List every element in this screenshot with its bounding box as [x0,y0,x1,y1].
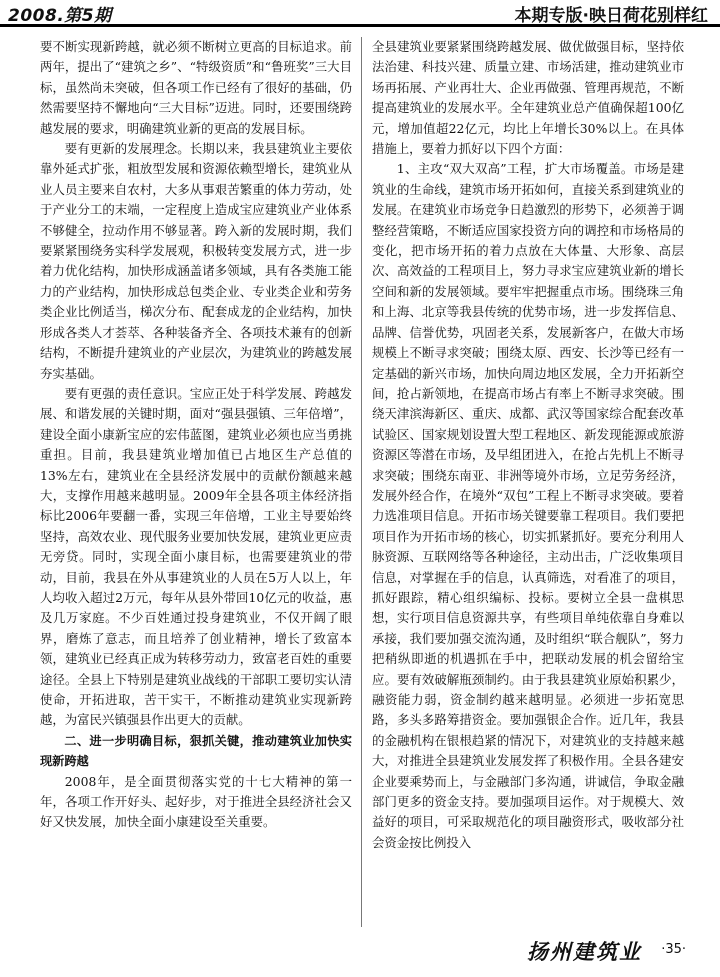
magazine-brand: 扬州建筑业 [527,939,642,964]
section-heading-2: 二、进一步明确目标，狠抓关键，推动建筑业加快实现新跨越 [40,733,352,769]
issue-label: 2008.第5期 [8,6,112,26]
column-divider [361,37,362,927]
page-footer [0,930,720,970]
paragraph-continued: 要不断实现新跨越，就必须不断树立更高的目标追求。前两年，提出了“建筑之乡”、“特级资质”和“鲁班奖”三大目标，虽然尚未突破，但各项工作已经有了很好的基础，仍然需要坚持不懈地向“三大目标”迈进。同时，还要围绕跨越发展的要求，明确建筑业新的更高的发展目标。 [40,39,352,136]
paragraph-development-concept: 要有更新的发展理念。长期以来，我县建筑业主要依靠外延式扩张，粗放型发展和资源依赖型增长，建筑业从业人员主要来自农村，大多从事艰苦繁重的体力劳动，处于产业分工的末端，一定程度上造成宝应建筑业产业体系不够健全，拉动作用不够显著。跨入新的发展时期，我们要紧紧围绕务实科学发展观，积极转变发展方式，进一步着力优化结构，加快形成涵盖诸多领域，具有各类施工能力的产业结构，加快形成总包类企业、专业类企业和劳务类企业比例适当，梯次分布、配套成龙的企业结构，加快形成各类人才荟萃、各种装备齐全、各项技术兼有的创新结构，不断提升建筑业的产业层次，为建筑业的跨越发展夯实基础。 [40,141,352,381]
paragraph-market-expansion: 1、主攻“双大双高”工程，扩大市场覆盖。市场是建筑业的生命线，建筑市场开拓如何，直接关系到建筑业的发展。在建筑业市场竞争日趋激烈的形势下，必须善于调整经营策略，不断适应国家投资方向的调控和市场格局的变化，把市场开拓的着力点放在大体量、大形象、高层次、高效益的工程项目上，努力寻求宝应建筑业新的增长空间和新的发展领域。要牢牢把握重点市场。围绕珠三角和上海、北京等我县传统的优势市场，进一步发挥信息、品牌、信誉优势，巩固老关系，发展新客户，在做大市场规模上不断寻求突破；围绕太原、西安、长沙等已经有一定基础的新兴市场，加快向周边地区发展，全力开拓新空间，抢占新领地，在提高市场占有率上不断寻求突破。围绕天津滨海新区、重庆、成都、武汉等国家综合配套改革试验区、国家规划设置大型工程地区、新发现能源或旅游资源区等潜在市场，及早组团进入，在抢占先机上不断寻求突破；围绕东南亚、非洲等境外市场，立足劳务经济，发展外经合作，在境外“双包”工程上不断寻求突破。要着力选准项目信息。开拓市场关键要靠工程项目。我们要把项目作为开拓市场的核心，切实抓紧抓好。要充分利用人脉资源、互联网络等各种途径，主动出击，广泛收集项目信息，对掌握在手的信息，认真筛选，对看准了的项目，抓好跟踪，精心组织编标、投标。要树立全县一盘棋思想，实行项目信息资源共享，有些项目单纯依靠自身难以承接，我们要加强交流沟通，及时组织“联合舰队”，努力把稍纵即逝的机遇抓在手中，把联动发展的机会留给宝应。要有效破解瓶颈制约。由于我县建筑业原始积累少，融资能力弱，资金制约越来越明显。必须进一步拓宽思路，多头多路筹措资金。要加强银企合作。近几年，我县的金融机构在银根趋紧的情况下，对建筑业的支持越来越大，对推进全县建筑业发展发挥了积极作用。全县各建安企业要乘势而上，与金融部门多沟通，讲诚信，争取金融部门更多的资金支持。要加强项目运作。对于规模大、效益好的项目，可采取规范化的项目融资形式，吸收部分社会资金按比例投入 [372,161,684,850]
right-column [372,37,684,853]
paragraph-2008: 2008年，是全面贯彻落实党的十七大精神的第一年，各项工作开好头、起好步，对于推进全县经济社会又好又快发展，加快全面小康建设至关重要。 [40,773,352,830]
left-column [40,37,352,833]
column-title: 本期专版·映日荷花别样红 [514,6,708,26]
page-header [0,0,720,27]
paragraph-goals: 全县建筑业要紧紧围绕跨越发展、做优做强目标，坚持依法治建、科技兴建、质量立建、市场活建，推动建筑业市场再拓展、产业再壮大、企业再做强、管理再规范，不断提高建筑业的发展水平。全年建筑业总产值确保超100亿元，增加值超22亿元，均比上年增长30%以上。在具体措施上，要着力抓好以下四个方面： [372,39,684,157]
paragraph-responsibility: 要有更强的责任意识。宝应正处于科学发展、跨越发展、和谐发展的关键时期，面对“强县强镇、三年倍增”，建设全面小康新宝应的宏伟蓝图，建筑业必须也应当勇挑重担。目前，我县建筑业增加值已占地区生产总值的13%左右，建筑业在全县经济发展中的贡献份额越来越大，支撑作用越来越明显。2009年全县各项主体经济指标比2006年要翻一番，实现三年倍增，工业主导要始终坚持，高效农业、现代服务业要加快发展，建筑业更应责无旁贷。同时，实现全面小康目标，也需要建筑业的带动，目前，我县在外从事建筑业的人员在5万人以上，年人均收入超过2万元，每年从县外带回10亿元的收益，惠及几万家庭。不少百姓通过投身建筑业，不仅开阔了眼界，磨炼了意志，而且培养了创业精神，增长了致富本领，建筑业已经真正成为转移劳动力，致富老百姓的重要途径。全县上下特别是建筑业战线的干部职工要切实认清使命，开拓进取，苦干实干，不断推动建筑业实现新跨越，为富民兴镇强县作出更大的贡献。 [40,385,352,728]
page-number: ·35· [661,942,686,957]
